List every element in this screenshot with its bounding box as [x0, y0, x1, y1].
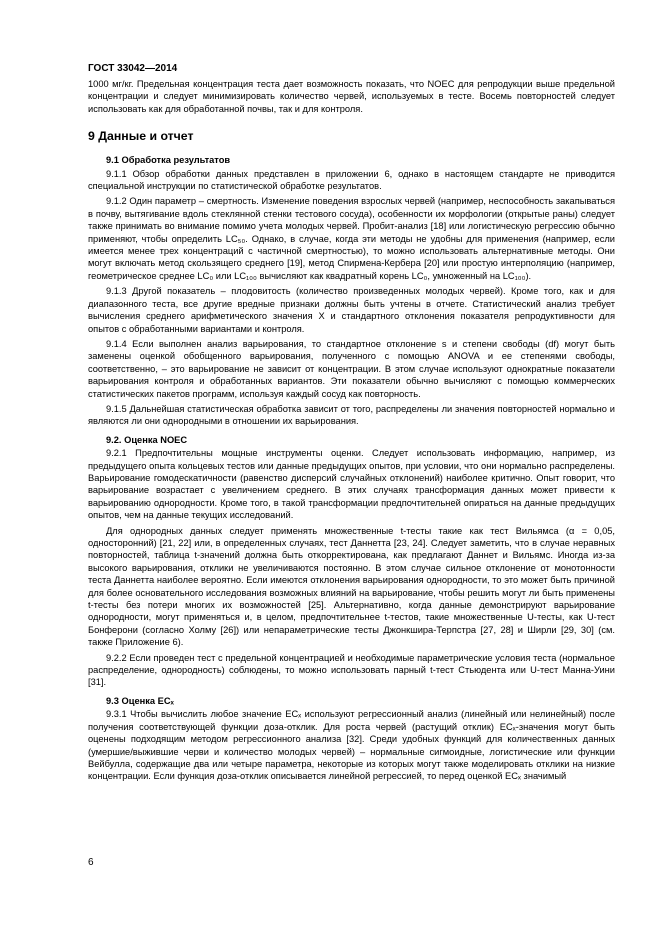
paragraph-9-1-4: 9.1.4 Если выполнен анализ варьирования, то стандартное отклонение s и степени свободы (df) могут быть заменены оценкой обобщенного варьирования, полученного с помощью ANOVA и ее степенями свободы, соответственно, – это варьирование не зависит от концентрации. В этом случае используют однократные показатели варьирования контроля и обработанных вариантов. Эти показатели обычно вычисляют с помощью коммерческих статистических пакетов программ, используя каждый сосуд как повторность.	[88, 338, 615, 399]
paragraph-9-2-1-continued: Для однородных данных следует применять множественные t-тесты такие как тест Вильямса (α = 0,05, односторонний) [21, 22] или, в определенных случаях, тест Даннетта [23, 24]. Следует заметить, что в случае неравных повторностей, таблица t-значений должна быть откорректирована, как предлагают Даннет и Вильямс. Иногда из-за высокого варьирования, отклики не увеличиваются постоянно. В этом случае сильное отклонение от монотонности теста Даннетта наиболее вероятно. Если имеются отклонения варьирования однородности, то это может быть причиной для более основательного исследования возможных влияний на варьирование, чтобы решить могут ли быть применены t-тесты без потери многих их возможностей [25]. Альтернативно, когда данные демонстрируют варьирование однородности, могут применяться и, в целом, предпочтительнее t-тестов, такие множественные U-тесты, как U-тест Бонферони (согласно Холму [26]) или непараметрические тесты Джонкшира-Терпстра [27, 28] и Ширли [29, 30] (см. также Приложение 6).	[88, 525, 615, 648]
section-9-3-title: 9.3 Оценка ECₓ	[106, 695, 174, 706]
section-9-2-title: 9.2. Оценка NOEC	[106, 434, 188, 445]
paragraph-9-1-2: 9.1.2 Один параметр – смертность. Изменение поведения взрослых червей (например, неспособность закапываться в почву, вытягивание вдоль стеклянной стенки тестового сосуда), особенности их морфологии (открытые раны) следует также принимать во внимание помимо учета молодых червей. Пробит-анализ [18] или логистическую регрессию обычно применяют, чтобы определить LC₅₀. Однако, в случае, когда эти методы не удобны для применения (например, если имеется менее трех концентраций с частичной смертностью), то можно использовать альтернативные методы. Они могут включать метод скользящего среднего [19], метод Спирмена-Кербера [20] или простую интерполяцию (например, геометрическое среднее LC₀ или LC₁₀₀ вычисляют как квадратный корень LC₀, умноженный на LC₁₀₀).	[88, 196, 615, 281]
paragraph-9-1-5: 9.1.5 Дальнейшая статистическая обработка зависит от того, распределены ли значения повторностей нормально и являются ли они однородными в отношении их варьирования.	[88, 403, 615, 427]
section-9-1-title: 9.1 Обработка результатов	[106, 155, 231, 166]
paragraph-9-1-1: 9.1.1 Обзор обработки данных представлен в приложении 6, однако в настоящем стандарте не приводится специальной инструкции по статистической обработке результатов.	[88, 168, 615, 192]
page-body	[88, 78, 615, 783]
page-number: 6	[88, 857, 94, 868]
paragraph-9-3-1: 9.3.1 Чтобы вычислить любое значение ECₓ используют регрессионный анализ (линейный или нелинейный) после получения соответствующей функции доза-отклик. Для роста червей (растущий отклик) ECₓ-значения могут быть оценены подходящим методом регрессионного анализа [32]. Среди удобных функций для количественных данных (умершие/выжившие черви и количество молодых червей) – нормальные сигмоидные, логистические или функции Вейбулла, содержащие два или четыре параметра, некоторые из которых могут также моделировать отклики на низкие концентрации. Если функция доза-отклик описывается линейной регрессией, то перед оценкой ECₓ значимый	[88, 709, 615, 782]
paragraph-9-2-2: 9.2.2 Если проведен тест с предельной концентрацией и необходимые параметрические условия теста (нормальное распределение, однородность) соблюдены, то можно использовать парный t-тест Стьюдента или U-тест Манна-Уини [31].	[88, 652, 615, 688]
paragraph-9-2-1: 9.2.1 Предпочтительны мощные инструменты оценки. Следует использовать информацию, например, из предыдущего опыта кольцевых тестов или данные предыдущих опытов, при условии, что они нормально распределены. Варьирование гомодескатичности (равенство дисперсий случайных отклонений) наиболее критично. Опыт говорит, что варьирование возрастает с увеличением среднего. В этих случаях трансформация данных может привести к варьированию однородности. Кроме того, в такой трансформации предпочтительней опираться на данные предыдущих опытов, чем на данные текущих исследований.	[88, 448, 615, 521]
paragraph-9-1-3: 9.1.3 Другой показатель – плодовитость (количество произведенных молодых червей). Кроме того, как и для диапазонного теста, все другие вредные признаки должны быть учтены в отчете. Статистический анализ требует вычисления среднего арифметического значения X и стандартного отклонения показателя репродуктивности для опытов с обработанными вариантами и контроля.	[88, 286, 615, 334]
intro-paragraph: 1000 мг/кг. Предельная концентрация теста дает возможность показать, что NOEC для репродукции выше предельной концентрации и следует минимизировать количество червей, используемых в тесте. Восемь повторностей следует использовать как для обработанной почвы, так и для контроля.	[88, 79, 615, 114]
document-header: ГОСТ 33042—2014	[88, 63, 178, 74]
section-9-title: 9 Данные и отчет	[88, 129, 194, 144]
